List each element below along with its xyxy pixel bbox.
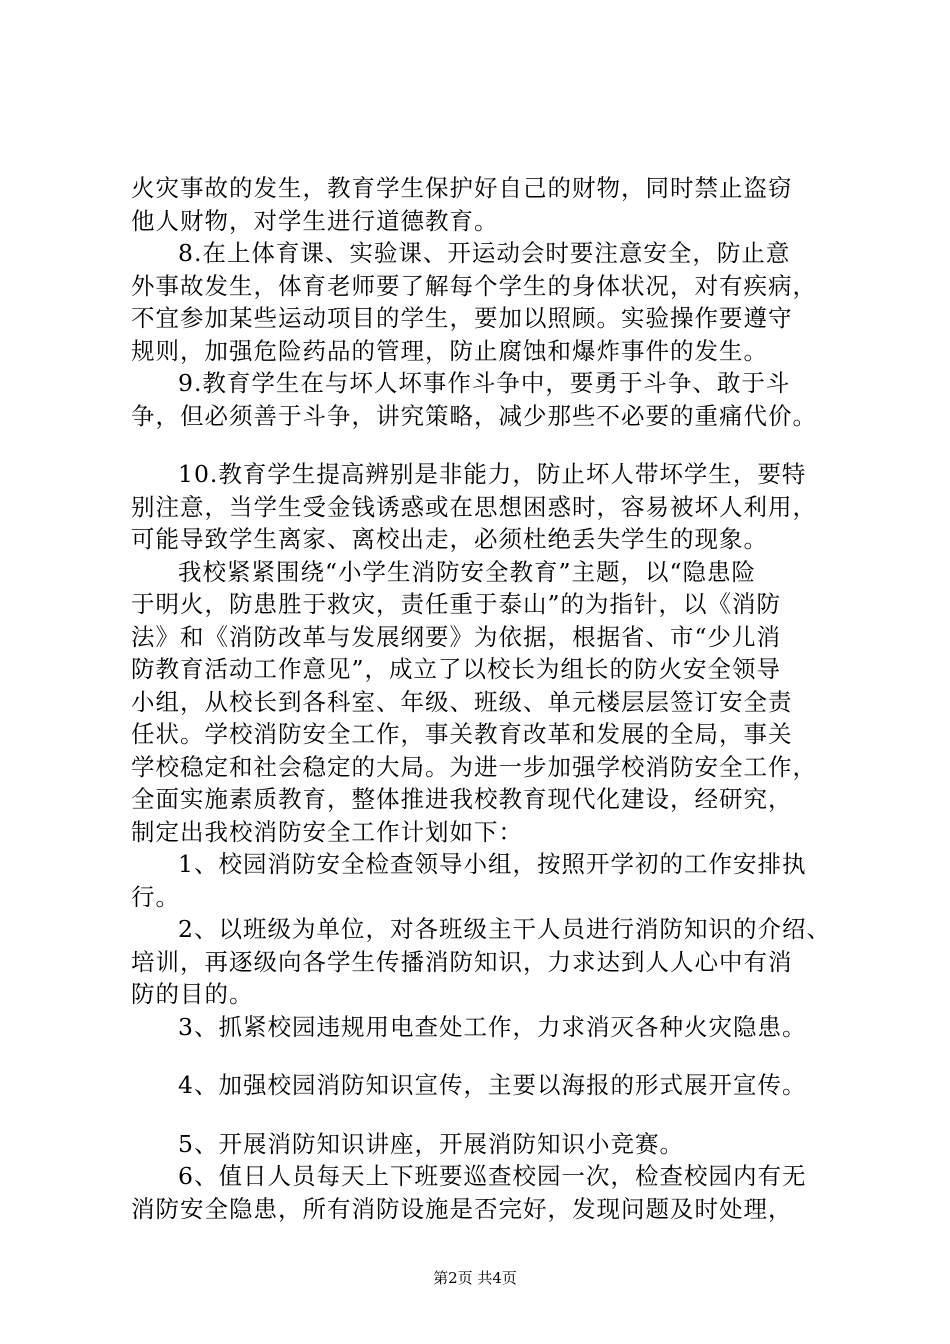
text-line: 规则，加强危险药品的管理，防止腐蚀和爆炸事件的发生。 — [131, 336, 768, 365]
text-line: 我校紧紧围绕“小学生消防安全教育”主题，以“隐患险 — [178, 557, 757, 586]
page-footer: 第2页 共4页 — [433, 1269, 517, 1287]
text-line: 不宜参加某些运动项目的学生，要加以照顾。实验操作要遵守 — [131, 304, 793, 332]
text-line: 防的目的。 — [131, 980, 254, 1008]
text-line: 争，但必须善于斗争，讲究策略，减少那些不必要的重痛代价。 — [131, 401, 817, 430]
text-line: 培训，再逐级向各学生传播消防知识，力求达到人人心中有消 — [131, 947, 793, 976]
text-line: 防教育活动工作意见”，成立了以校长为组长的防火安全领导 — [131, 655, 782, 683]
text-line: 制定出我校消防安全工作计划如下： — [131, 817, 523, 846]
text-line: 可能导致学生离家、离校出走，必须杜绝丢失学生的现象。 — [131, 525, 768, 553]
text-line: 于明火，防患胜于救灾，责任重于泰山”的为指针，以《消防 — [131, 590, 782, 618]
text-line: 6、值日人员每天上下班要巡查校园一次，检查校园内有无 — [178, 1162, 807, 1190]
text-line: 8.在上体育课、实验课、开运动会时要注意安全，防止意 — [178, 239, 791, 267]
text-line: 消防安全隐患，所有消防设施是否完好，发现问题及时处理， — [131, 1194, 793, 1223]
text-line: 全面实施素质教育，整体推进我校教育现代化建设，经研究， — [131, 785, 793, 813]
text-line: 9.教育学生在与坏人坏事作斗争中，要勇于斗争、敢于斗 — [178, 369, 791, 397]
text-line: 4、加强校园消防知识宣传，主要以海报的形式展开宣传。 — [178, 1071, 807, 1099]
text-line: 外事故发生，体育老师要了解每个学生的身体状况，对有疾病， — [131, 271, 817, 300]
text-line: 10.教育学生提高辨别是非能力，防止坏人带坏学生，要特 — [178, 460, 807, 488]
text-line: 火灾事故的发生，教育学生保护好自己的财物，同时禁止盗窃 — [131, 174, 793, 202]
text-line: 别注意，当学生受金钱诱惑或在思想困惑时，容易被坏人利用， — [131, 492, 817, 521]
paragraph-gap — [131, 1043, 831, 1069]
text-line: 1、校园消防安全检查领导小组，按照开学初的工作安排执 — [178, 850, 807, 878]
paragraph-gap — [131, 1102, 831, 1128]
text-line: 法》和《消防改革与发展纲要》为依据，根据省、市“少儿消 — [131, 622, 782, 651]
text-line: 3、抓紧校园违规用电查处工作，力求消灭各种火灾隐患。 — [178, 1012, 807, 1041]
text-line: 学校稳定和社会稳定的大局。为进一步加强学校消防安全工作， — [131, 752, 817, 781]
text-line: 行。 — [131, 882, 180, 911]
text-line: 他人财物，对学生进行道德教育。 — [131, 206, 499, 235]
text-line: 2、以班级为单位，对各班级主干人员进行消防知识的介绍、 — [178, 915, 831, 943]
text-line: 任状。学校消防安全工作，事关教育改革和发展的全局，事关 — [131, 720, 793, 748]
text-line: 小组，从校长到各科室、年级、班级、单元楼层层签订安全责 — [131, 687, 793, 716]
paragraph-gap — [131, 432, 831, 458]
text-line: 5、开展消防知识讲座，开展消防知识小竞赛。 — [178, 1129, 684, 1158]
document-body — [131, 172, 831, 1225]
